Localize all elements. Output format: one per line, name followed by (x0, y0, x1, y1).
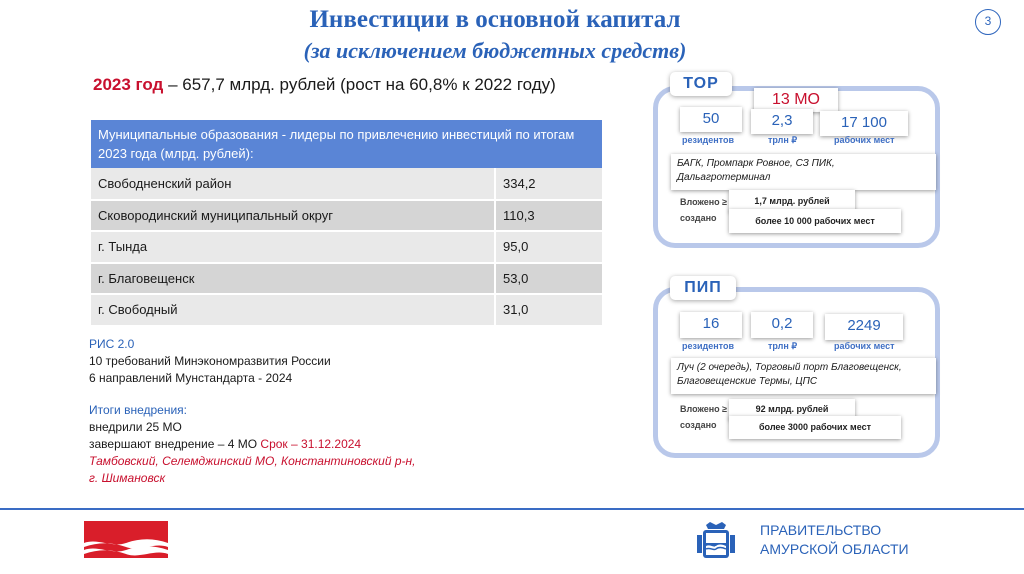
pip-invested-label: Вложено ≥ (680, 404, 728, 414)
investment-leaders-table (91, 120, 602, 327)
table-row (91, 168, 602, 200)
table-cell-value: 31,0 (495, 294, 602, 326)
tor-investment-caption: трлн ₽ (768, 135, 798, 145)
tor-jobs-created: более 10 000 рабочих мест (729, 209, 901, 233)
table-header: Муниципальные образования - лидеры по привлечению инвестиций по итогам 2023 года (млрд. рублей): (91, 120, 602, 168)
tor-invested-value: 1,7 млрд. рублей (729, 190, 855, 212)
pip-investment-caption: трлн ₽ (768, 341, 798, 351)
ris-line: 6 направлений Мунстандарта - 2024 (89, 371, 293, 385)
page-subtitle: (за исключением бюджетных средств) (303, 38, 687, 63)
tor-residents-caption: резидентов (682, 135, 734, 145)
table-cell-name: г. Свободный (91, 294, 495, 326)
headline (93, 75, 556, 95)
table-cell-value: 110,3 (495, 200, 602, 232)
tor-investment-value: 2,3 (751, 109, 813, 134)
tor-label: ТОР (670, 72, 732, 96)
results-deadline: Срок – 31.12.2024 (260, 437, 362, 451)
table-row (91, 263, 602, 295)
results-line: внедрили 25 МО (89, 420, 182, 434)
table-cell-value: 334,2 (495, 168, 602, 200)
results-line (89, 436, 415, 453)
pip-residents-value: 16 (680, 312, 742, 338)
pip-jobs-value: 2249 (825, 314, 903, 340)
ris-title: РИС 2.0 (89, 337, 135, 351)
government-label (760, 521, 909, 559)
tor-jobs-caption: рабочих мест (834, 135, 895, 145)
tor-invested-label: Вложено ≥ (680, 197, 728, 207)
government-line: ПРАВИТЕЛЬСТВО (760, 522, 882, 538)
tor-description: БАГК, Промпарк Ровное, СЗ ПИК, Дальагротерминал (671, 154, 936, 190)
table-row (91, 200, 602, 232)
ris-block (89, 336, 331, 387)
table-row (91, 294, 602, 326)
ris-line: 10 требований Минэкономразвития России (89, 354, 331, 368)
tor-jobs-value: 17 100 (820, 111, 908, 136)
results-completing: завершают внедрение – 4 МО (89, 437, 258, 451)
pip-created-label: создано (680, 420, 717, 430)
results-municipalities: г. Шимановск (89, 471, 166, 485)
results-block (89, 402, 415, 487)
footer-divider (0, 508, 1024, 510)
tor-mo-count: 13 МО (754, 88, 838, 112)
page-number: 3 (975, 9, 1001, 35)
pip-label: ПИП (670, 276, 736, 300)
table-header-row (91, 120, 602, 168)
pip-jobs-created: более 3000 рабочих мест (729, 416, 901, 439)
table-row (91, 231, 602, 263)
table-cell-name: Сковородинский муниципальный округ (91, 200, 495, 232)
table-cell-value: 95,0 (495, 231, 602, 263)
table-cell-name: г. Благовещенск (91, 263, 495, 295)
headline-year: 2023 год (93, 75, 164, 94)
pip-invested-value: 92 млрд. рублей (729, 399, 855, 420)
amur-flag-icon (84, 521, 168, 558)
tor-residents-value: 50 (680, 107, 742, 132)
government-line: АМУРСКОЙ ОБЛАСТИ (760, 541, 909, 557)
pip-investment-value: 0,2 (751, 312, 813, 338)
page-title: Инвестиции в основной капитал (309, 6, 681, 33)
headline-text: – 657,7 млрд. рублей (рост на 60,8% к 2022 году) (163, 75, 556, 94)
amur-emblem-icon (694, 521, 738, 561)
pip-residents-caption: резидентов (682, 341, 734, 351)
results-title: Итоги внедрения: (89, 403, 187, 417)
tor-created-label: создано (680, 213, 717, 223)
table-cell-name: Свободненский район (91, 168, 495, 200)
table-cell-name: г. Тында (91, 231, 495, 263)
pip-description: Луч (2 очередь), Торговый порт Благовещенск, Благовещенские Термы, ЦПС (671, 358, 936, 394)
table-cell-value: 53,0 (495, 263, 602, 295)
results-municipalities: Тамбовский, Селемджинский МО, Константиновский р-н, (89, 454, 416, 468)
pip-jobs-caption: рабочих мест (834, 341, 895, 351)
